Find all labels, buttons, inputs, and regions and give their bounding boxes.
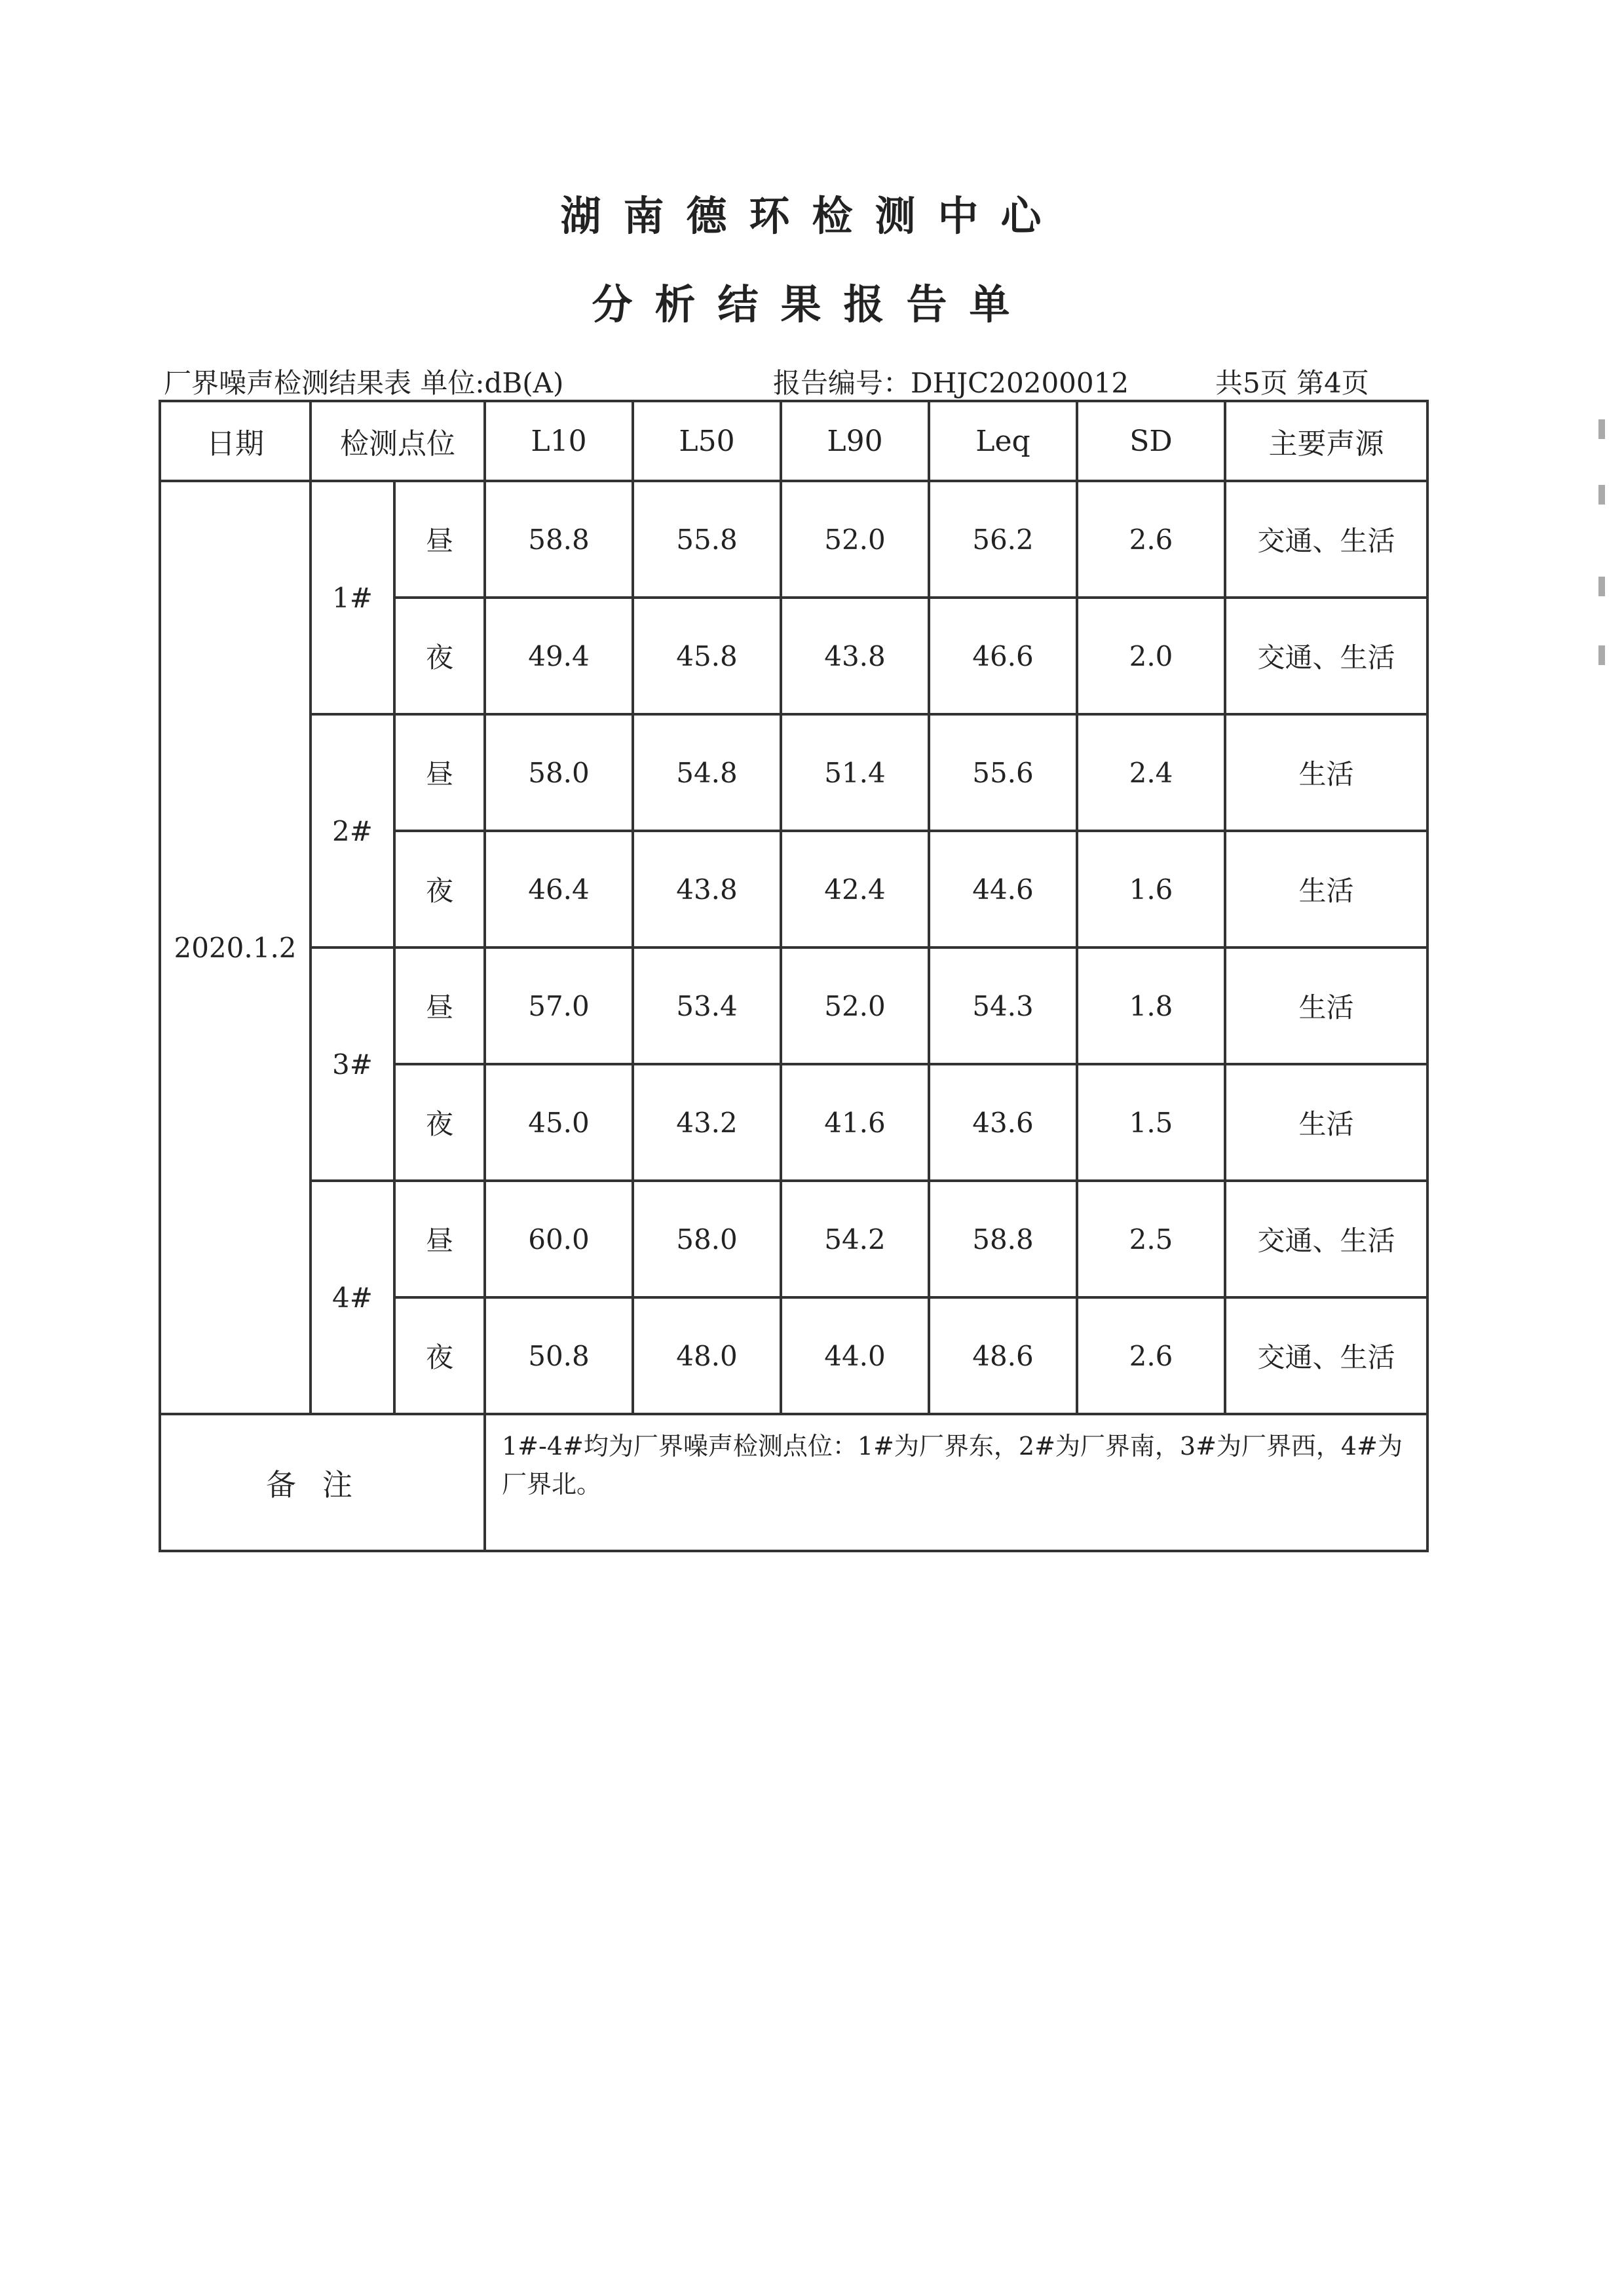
date-cell: 2020.1.2 [160, 481, 311, 1414]
remark-text: 1#-4#均为厂界噪声检测点位：1#为厂界东，2#为厂界南，3#为厂界西，4#为厂界北。 [485, 1414, 1427, 1551]
table-row [160, 481, 1427, 598]
point-cell: 1# [311, 481, 394, 714]
period-cell: 夜 [394, 1297, 485, 1414]
sd-cell: 2.6 [1077, 481, 1225, 598]
source-cell: 交通、生活 [1225, 1181, 1427, 1297]
l50-cell: 54.8 [633, 714, 781, 831]
source-cell: 交通、生活 [1225, 481, 1427, 598]
scan-edge-mark [1598, 419, 1605, 439]
l10-cell: 60.0 [485, 1181, 633, 1297]
scan-edge-mark [1598, 485, 1605, 505]
l50-cell: 43.8 [633, 831, 781, 947]
scan-edge-mark [1598, 577, 1605, 596]
l50-cell: 58.0 [633, 1181, 781, 1297]
leq-cell: 44.6 [929, 831, 1077, 947]
remark-label: 备注 [160, 1414, 485, 1551]
sd-cell: 2.4 [1077, 714, 1225, 831]
col-header-sd: SD [1077, 401, 1225, 481]
report-number: 报告编号：DHJC20200012 [773, 367, 1129, 399]
scan-edge-mark [1598, 645, 1605, 665]
point-cell: 4# [311, 1181, 394, 1414]
table-row [160, 947, 1427, 1064]
col-header-date: 日期 [160, 401, 311, 481]
source-cell: 交通、生活 [1225, 598, 1427, 714]
l90-cell: 54.2 [781, 1181, 929, 1297]
leq-cell: 43.6 [929, 1064, 1077, 1181]
l90-cell: 43.8 [781, 598, 929, 714]
period-cell: 昼 [394, 714, 485, 831]
l50-cell: 43.2 [633, 1064, 781, 1181]
leq-cell: 46.6 [929, 598, 1077, 714]
col-header-l50: L50 [633, 401, 781, 481]
col-header-leq: Leq [929, 401, 1077, 481]
l50-cell: 45.8 [633, 598, 781, 714]
col-header-point: 检测点位 [311, 401, 485, 481]
l10-cell: 58.0 [485, 714, 633, 831]
point-cell: 3# [311, 947, 394, 1181]
source-cell: 交通、生活 [1225, 1297, 1427, 1414]
sd-cell: 1.6 [1077, 831, 1225, 947]
l90-cell: 52.0 [781, 947, 929, 1064]
source-cell: 生活 [1225, 714, 1427, 831]
table-name: 厂界噪声检测结果表 单位:dB(A) [164, 367, 564, 399]
center-title: 湖南德环检测中心 [560, 192, 1064, 240]
l50-cell: 48.0 [633, 1297, 781, 1414]
sd-cell: 1.8 [1077, 947, 1225, 1064]
period-cell: 夜 [394, 598, 485, 714]
l10-cell: 46.4 [485, 831, 633, 947]
leq-cell: 55.6 [929, 714, 1077, 831]
report-title: 分析结果报告单 [592, 280, 1032, 328]
l90-cell: 44.0 [781, 1297, 929, 1414]
table-row [160, 714, 1427, 831]
source-cell: 生活 [1225, 831, 1427, 947]
l90-cell: 41.6 [781, 1064, 929, 1181]
sd-cell: 2.6 [1077, 1297, 1225, 1414]
leq-cell: 56.2 [929, 481, 1077, 598]
period-cell: 昼 [394, 947, 485, 1064]
source-cell: 生活 [1225, 947, 1427, 1064]
noise-results-table [159, 400, 1429, 1552]
l10-cell: 58.8 [485, 481, 633, 598]
leq-cell: 58.8 [929, 1181, 1077, 1297]
l10-cell: 45.0 [485, 1064, 633, 1181]
point-cell: 2# [311, 714, 394, 947]
period-cell: 夜 [394, 1064, 485, 1181]
l90-cell: 42.4 [781, 831, 929, 947]
l50-cell: 53.4 [633, 947, 781, 1064]
sd-cell: 1.5 [1077, 1064, 1225, 1181]
l10-cell: 57.0 [485, 947, 633, 1064]
l10-cell: 49.4 [485, 598, 633, 714]
l90-cell: 52.0 [781, 481, 929, 598]
period-cell: 昼 [394, 1181, 485, 1297]
sd-cell: 2.5 [1077, 1181, 1225, 1297]
header-row [160, 401, 1427, 481]
source-cell: 生活 [1225, 1064, 1427, 1181]
page-count: 共5页 第4页 [1215, 367, 1369, 399]
l10-cell: 50.8 [485, 1297, 633, 1414]
col-header-source: 主要声源 [1225, 401, 1427, 481]
sd-cell: 2.0 [1077, 598, 1225, 714]
leq-cell: 54.3 [929, 947, 1077, 1064]
l50-cell: 55.8 [633, 481, 781, 598]
l90-cell: 51.4 [781, 714, 929, 831]
col-header-l90: L90 [781, 401, 929, 481]
period-cell: 昼 [394, 481, 485, 598]
period-cell: 夜 [394, 831, 485, 947]
remark-row [160, 1414, 1427, 1551]
table-row [160, 1181, 1427, 1297]
leq-cell: 48.6 [929, 1297, 1077, 1414]
col-header-l10: L10 [485, 401, 633, 481]
